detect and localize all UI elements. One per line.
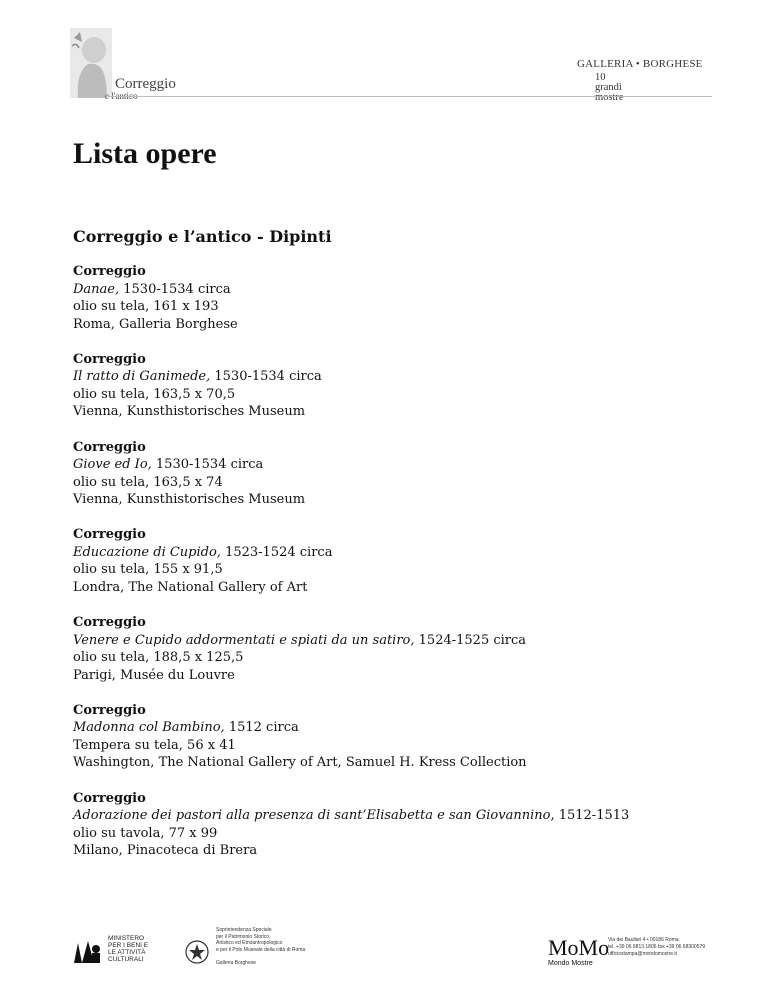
work-title: Il ratto di Ganimede, — [73, 369, 211, 385]
work-medium: olio su tela, 163,5 x 74 — [73, 474, 223, 490]
galleria-sub-line: 10 — [595, 72, 606, 83]
work-medium: olio su tela, 188,5 x 125,5 — [73, 650, 244, 666]
work-artist: Correggio — [73, 264, 146, 279]
work-date: 1530-1534 circa — [151, 457, 264, 473]
list-item — [73, 439, 713, 509]
ministry-logo — [72, 935, 152, 967]
ministry-line: CULTURALI — [108, 956, 144, 963]
work-location: Roma, Galleria Borghese — [73, 316, 238, 332]
soprintendenza-line: per il Patrimonio Storico, — [216, 933, 271, 940]
cherub-icon — [70, 28, 112, 98]
ministry-mark-icon — [72, 939, 102, 965]
soprintendenza-line: e per il Polo Museale della città di Roma — [216, 946, 306, 953]
header-divider — [106, 96, 712, 97]
list-item — [73, 702, 713, 772]
work-title-line — [73, 807, 713, 825]
galleria-name: GALLERIA • BORGHESE — [577, 58, 703, 70]
logo-title: Correggio — [115, 76, 176, 92]
momo-contact-line: Via dei Baullari 4 • 00186 Roma — [608, 937, 679, 943]
work-title: Danae, — [73, 281, 120, 297]
work-title: Adorazione dei pastori alla presenza di sant’Elisabetta e san Giovannino — [73, 808, 551, 824]
work-artist: Correggio — [73, 702, 146, 718]
work-title-line — [73, 456, 713, 474]
footer-logos — [0, 925, 768, 975]
work-medium: olio su tela, 161 x 193 — [73, 299, 219, 314]
soprintendenza-text — [216, 927, 305, 966]
page-title: Lista opere — [73, 137, 217, 170]
work-date: 1512 circa — [224, 720, 299, 736]
ministry-line: PER I BENI E — [108, 942, 149, 949]
momo-contact — [608, 937, 705, 958]
work-date: 1523-1524 circa — [220, 544, 333, 560]
work-location: Parigi, Musée du Louvre — [73, 667, 235, 683]
list-item — [73, 790, 713, 860]
momo-logo-icon — [548, 935, 610, 967]
work-location: Vienna, Kunsthistorisches Museum — [73, 404, 306, 420]
work-medium: olio su tela, 155 x 91,5 — [73, 562, 223, 578]
ministry-text — [108, 935, 148, 963]
work-date: 1530-1534 circa — [210, 369, 322, 385]
work-artist: Correggio — [73, 351, 146, 367]
work-title: Madonna col Bambino, — [73, 720, 225, 736]
momo-contact-line: tel. +39 06 6813 1806 fax +39 06 68300579 — [608, 944, 706, 950]
work-date: 1530-1534 circa — [119, 281, 231, 297]
correggio-exhibition-logo — [70, 28, 190, 101]
work-location: Vienna, Kunsthistorisches Museum — [73, 492, 306, 508]
work-title: Educazione di Cupido, — [73, 544, 221, 560]
ministry-line: MINISTERO — [108, 935, 145, 942]
ministry-line: LE ATTIVITÀ — [108, 949, 146, 956]
work-artist: Correggio — [73, 615, 146, 631]
work-title-line — [73, 632, 713, 650]
republic-emblem-icon — [184, 937, 210, 967]
work-artist: Correggio — [73, 527, 146, 543]
work-medium: olio su tela, 163,5 x 70,5 — [73, 386, 236, 402]
work-location: Washington, The National Gallery of Art, Samuel H. Kress Collection — [73, 755, 527, 771]
work-date: , 1512-1513 — [550, 808, 630, 824]
soprintendenza-line: Soprintendenza Speciale — [216, 927, 272, 933]
momo-logo-text: MoMo — [548, 935, 610, 960]
logo-subtitle: e l'antico — [105, 91, 138, 101]
list-item — [73, 263, 713, 333]
list-item — [73, 351, 713, 421]
work-title: Giove ed Io, — [73, 457, 152, 473]
section-title: Correggio e l’antico - Dipinti — [73, 227, 332, 246]
works-list — [73, 263, 713, 878]
work-date: 1524-1525 circa — [414, 632, 527, 648]
work-artist: Correggio — [73, 790, 146, 806]
work-medium: olio su tavola, 77 x 99 — [73, 825, 218, 841]
work-location: Londra, The National Gallery of Art — [73, 579, 308, 595]
list-item — [73, 526, 713, 596]
work-artist: Correggio — [73, 439, 146, 455]
galleria-subtitle — [595, 73, 712, 103]
galleria-sub-line: mostre — [595, 92, 624, 103]
soprintendenza-logo — [184, 927, 324, 973]
work-title: Venere e Cupido addormentati e spiati da un satiro, — [73, 632, 415, 648]
galleria-sub-line: grandi — [595, 82, 622, 93]
work-location: Milano, Pinacoteca di Brera — [73, 843, 258, 859]
mondo-mostre-logo — [548, 935, 708, 971]
list-item — [73, 614, 713, 684]
soprintendenza-line: Artistico ed Etnoantropologico — [216, 940, 283, 946]
work-title-line — [73, 368, 713, 386]
work-title-line — [73, 281, 713, 299]
work-title-line — [73, 719, 713, 737]
momo-sub-text: Mondo Mostre — [548, 960, 593, 967]
work-title-line — [73, 544, 713, 562]
momo-contact-line: ufficiostampa@mondomostre.it — [608, 951, 677, 957]
work-medium: Tempera su tela, 56 x 41 — [73, 737, 236, 753]
soprintendenza-line: Galleria Borghese — [216, 959, 257, 966]
